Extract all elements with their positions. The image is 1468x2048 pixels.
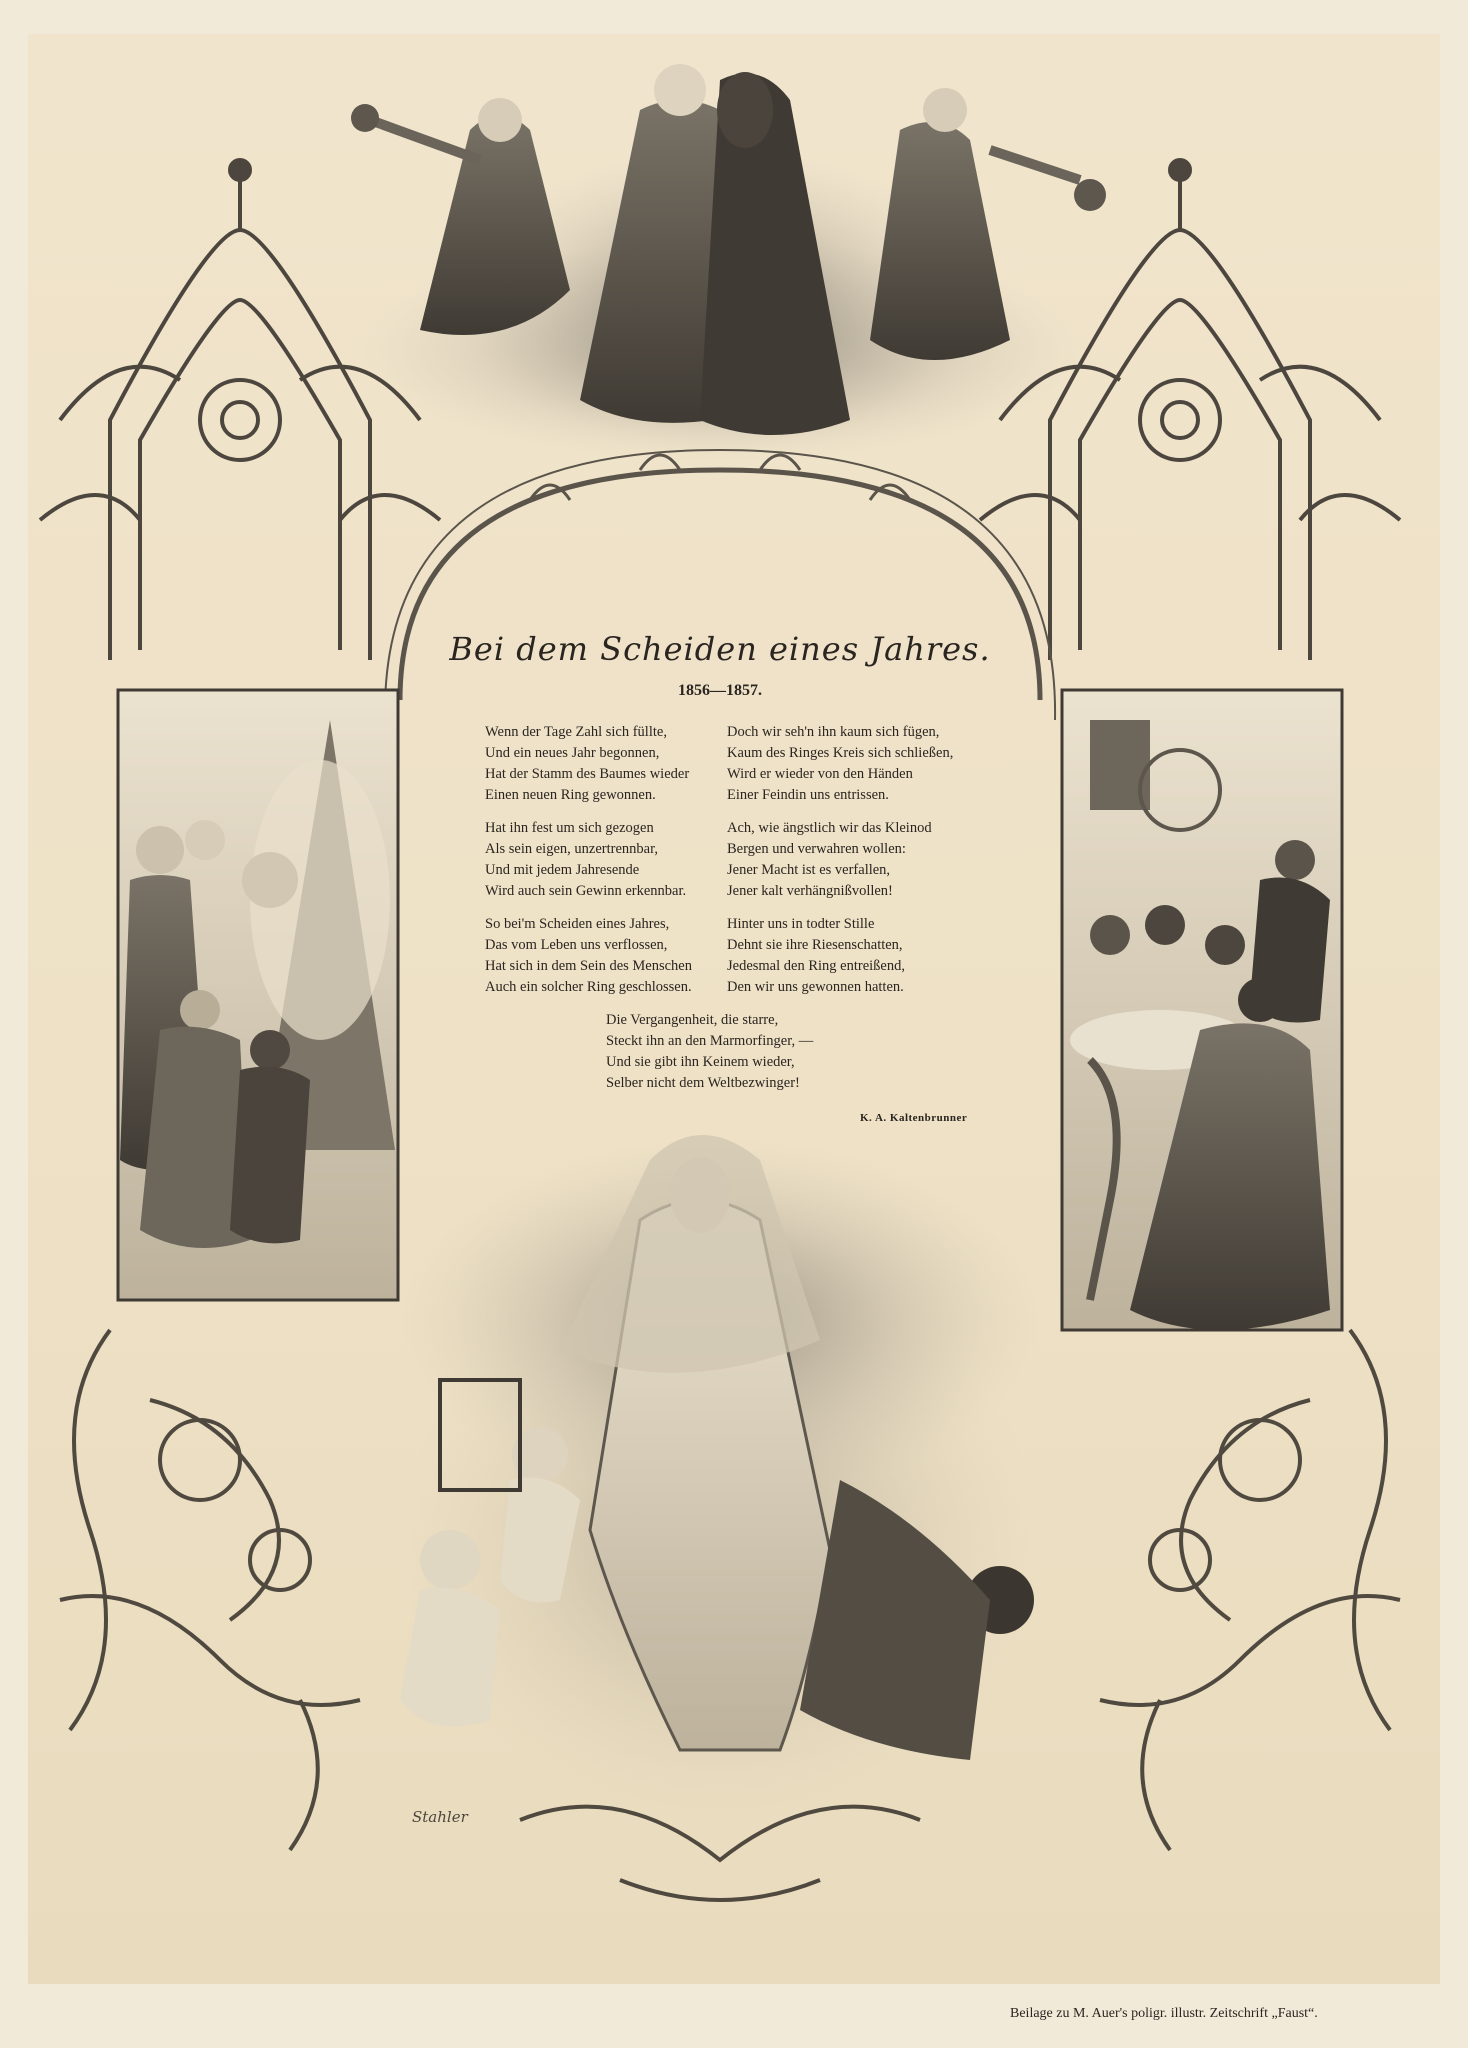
verse-line: Auch ein solcher Ring geschlossen.: [485, 979, 692, 995]
left-gothic-spire: [40, 160, 440, 660]
verse-line: Hat ihn fest um sich gezogen: [485, 820, 654, 836]
stanza-5: [727, 818, 932, 902]
verse-line: Dehnt sie ihre Riesenschatten,: [727, 937, 903, 953]
verse-line: Wird auch sein Gewinn erkennbar.: [485, 883, 687, 899]
left-christmas-scene: [118, 690, 398, 1300]
artist-signature: Stahler: [412, 1808, 468, 1826]
verse-line: Doch wir seh'n ihn kaum sich fügen,: [727, 724, 940, 740]
stanza-6: [727, 914, 905, 998]
verse-line: Und sie gibt ihn Keinem wieder,: [606, 1054, 795, 1070]
lower-foliage-right: [1100, 1330, 1400, 1850]
verse-line: Hinter uns in todter Stille: [727, 916, 875, 932]
verse-line: Einen neuen Ring gewonnen.: [485, 787, 656, 803]
verse-line: Als sein eigen, unzertrennbar,: [485, 841, 658, 857]
verse-line: Hat der Stamm des Baumes wieder: [485, 766, 690, 782]
stanza-2: [485, 818, 686, 902]
top-figures-group: [351, 64, 1106, 460]
verse-line: Bergen und verwahren wollen:: [727, 841, 906, 857]
verse-line: Wenn der Tage Zahl sich füllte,: [485, 724, 667, 740]
foliage-arch: [385, 450, 1055, 720]
verse-line: Und ein neues Jahr begonnen,: [485, 745, 660, 761]
stanza-4: [727, 722, 953, 806]
bottom-foliage: [520, 1807, 920, 1900]
stanza-1: [485, 722, 689, 806]
verse-line: Die Vergangenheit, die starre,: [606, 1012, 779, 1028]
verse-line: Ach, wie ängstlich wir das Kleinod: [727, 820, 932, 836]
verse-line: Einer Feindin uns entrissen.: [727, 787, 889, 803]
verse-line: Selber nicht dem Weltbezwinger!: [606, 1075, 800, 1091]
verse-line: Kaum des Ringes Kreis sich schließen,: [727, 745, 954, 761]
right-gothic-spire: [980, 160, 1400, 660]
poem-years: 1856—1857.: [678, 682, 762, 699]
verse-line: Jedesmal den Ring entreißend,: [727, 958, 905, 974]
verse-line: Jener Macht ist es verfallen,: [727, 862, 891, 878]
stanza-3: [485, 914, 692, 998]
right-toast-scene: [1062, 690, 1342, 1330]
verse-line: Wird er wieder von den Händen: [727, 766, 913, 782]
stanza-7: [606, 1010, 813, 1094]
verse-line: So bei'm Scheiden eines Jahres,: [485, 916, 670, 932]
verse-line: Und mit jedem Jahresende: [485, 862, 640, 878]
publication-footer: Beilage zu M. Auer's poligr. illustr. Zeitschrift „Faust“.: [1010, 2006, 1318, 2021]
verse-line: Steckt ihn an den Marmorfinger, —: [606, 1033, 814, 1049]
bottom-allegory-scene: [400, 1135, 1040, 1820]
verse-line: Das vom Leben uns verflossen,: [485, 937, 668, 953]
verse-line: Hat sich in dem Sein des Menschen: [485, 958, 692, 974]
poem-author: K. A. Kaltenbrunner: [860, 1112, 968, 1124]
verse-line: Jener kalt verhängnißvollen!: [727, 883, 893, 899]
lower-foliage-left: [60, 1330, 360, 1850]
poem-title: Bei dem Scheiden eines Jahres.: [449, 630, 991, 668]
verse-line: Den wir uns gewonnen hatten.: [727, 979, 904, 995]
